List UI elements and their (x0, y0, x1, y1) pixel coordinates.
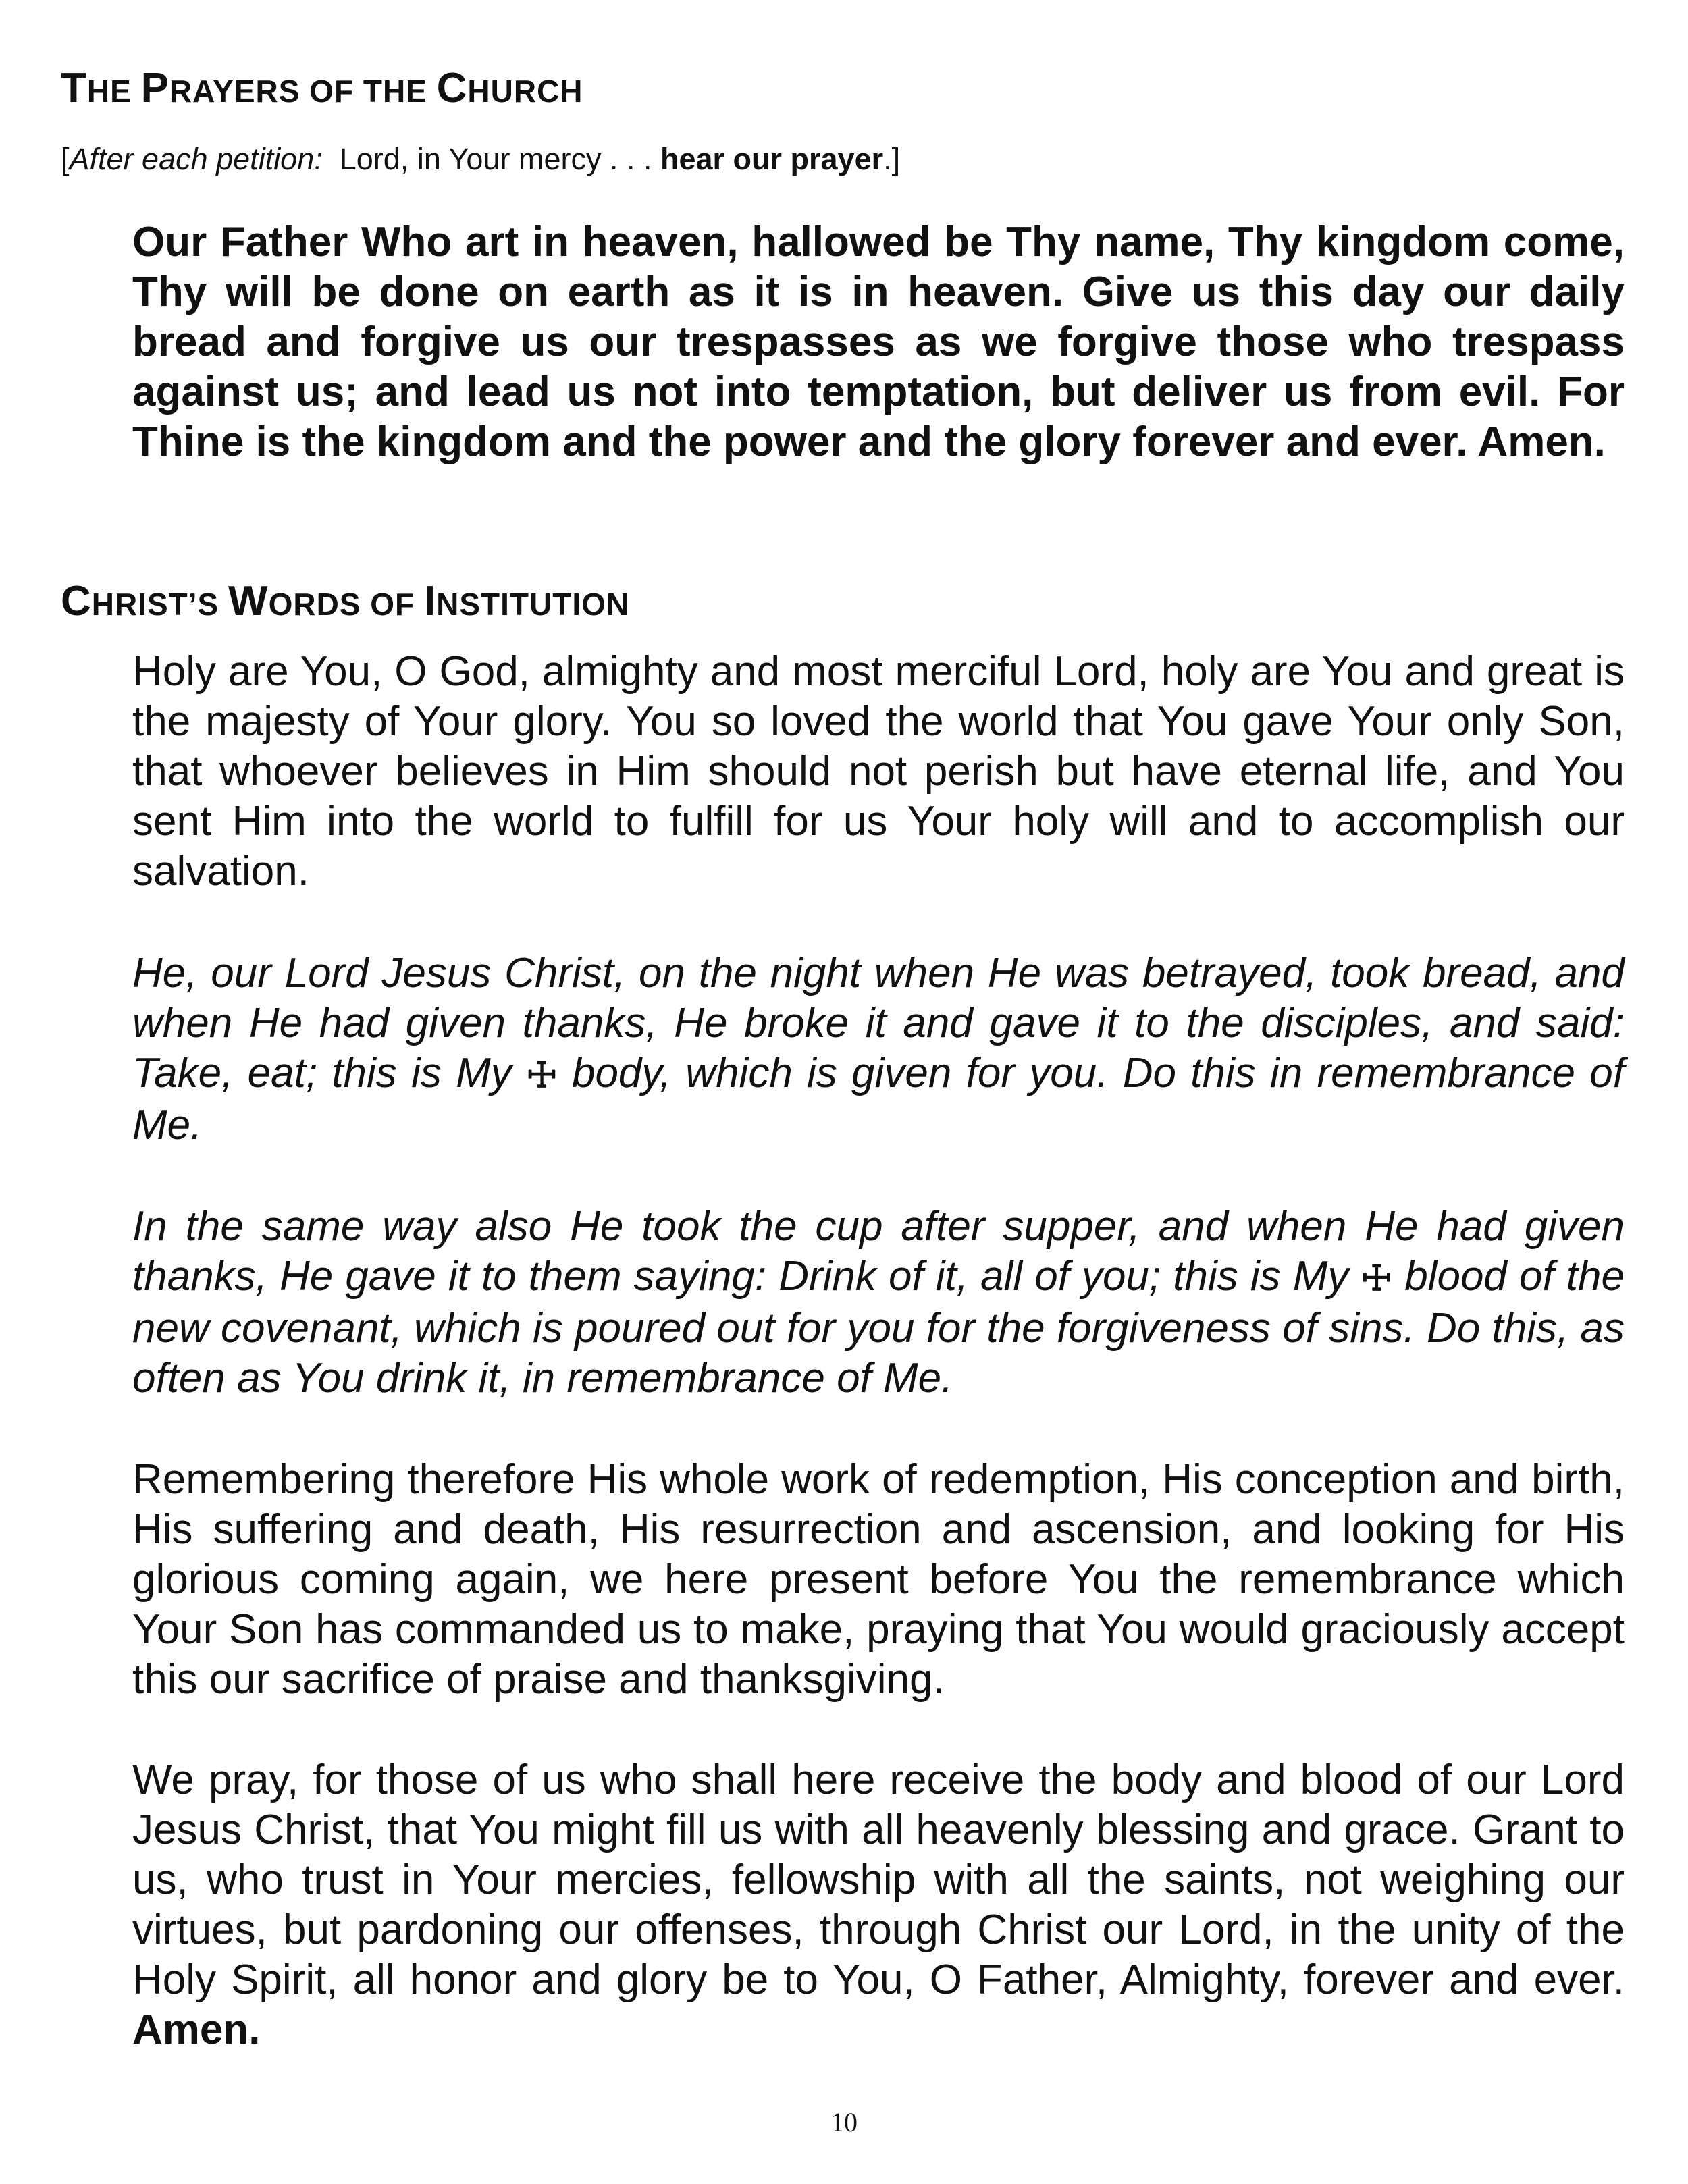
lords-prayer: Our Father Who art in heaven, hallowed be Thy name, Thy kingdom come, Thy will be done on earth as it is in heaven. Give us this day our daily bread and forgive us our trespasses as we forgive those who trespass against us; and lead us not into temptation, but deliver us from evil. For Thine is the kingdom and the power and the glory forever and ever. Amen. (132, 219, 1625, 465)
cross-icon: ☩ (526, 1055, 558, 1096)
heading-words-of-institution: CHRIST’S WORDS OF INSTITUTION (61, 578, 630, 624)
paragraph-cup: In the same way also He took the cup after supper, and when He had given thanks, He gave it to them saying: Drink of it, all of you; this is My ☩ blood of the new covenant, which is poured out for you for the forgiveness of sins. Do this, as often as You drink it, in remembrance of Me. (132, 1203, 1625, 1402)
paragraph-holy-are-you: Holy are You, O God, almighty and most merciful Lord, holy are You and great is the majesty of Your glory. You so loved the world that You gave Your only Son, that whoever believes in Him should not perish but have eternal life, and You sent Him into the world to fulfill for us Your holy will and to accomplish our salvation. (132, 648, 1625, 895)
paragraph-bread: He, our Lord Jesus Christ, on the night when He was betrayed, took bread, and when He had given thanks, He broke it and gave it to the disciples, and said: Take, eat; this is My ☩ body, which is given for you. Do this in remembrance of Me. (132, 950, 1625, 1148)
paragraph-remembering: Remembering therefore His whole work of redemption, His conception and birth, His suffering and death, His resurrection and ascension, and looking for His glorious coming again, we here present before You the remembrance which Your Son has commanded us to make, praying that You would graciously accept this our sacrifice of praise and thanksgiving. (132, 1456, 1625, 1703)
heading-prayers-of-the-church: THE PRAYERS OF THE CHURCH (61, 65, 583, 111)
amen-text: Amen. (132, 2006, 261, 2053)
page-number: 10 (830, 2107, 858, 2137)
paragraph-we-pray: We pray, for those of us who shall here receive the body and blood of our Lord Jesus Christ, that You might fill us with all heavenly blessing and grace. Grant to us, who trust in Your mercies, fellowship with all the saints, not weighing our virtues, but pardoning our offenses, through Christ our Lord, in the unity of the Holy Spirit, all honor and glory be to You, O Father, Almighty, forever and ever. Amen. (132, 1757, 1625, 2053)
cross-icon: ☩ (1361, 1258, 1393, 1299)
petition-rubric: [After each petition: Lord, in Your mercy . . . hear our prayer.] (61, 142, 901, 176)
